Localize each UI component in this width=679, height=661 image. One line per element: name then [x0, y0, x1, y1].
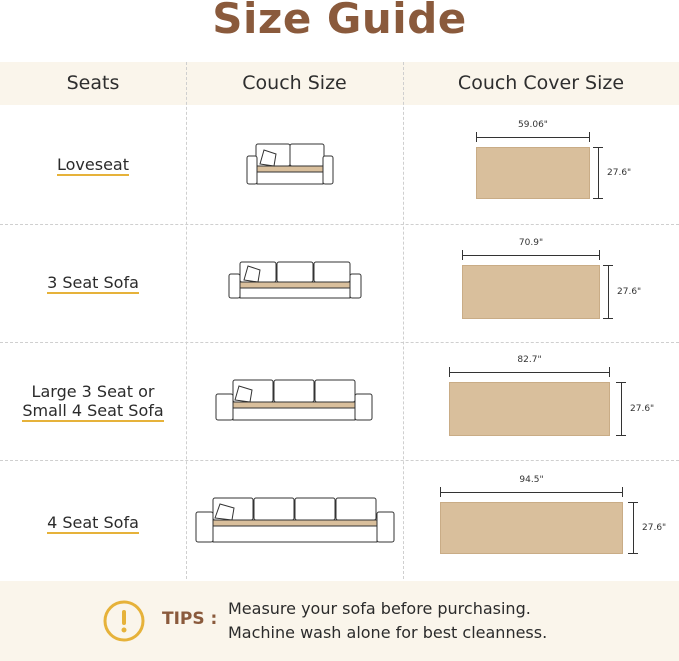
height-dimension [603, 265, 642, 319]
table-header [0, 62, 679, 105]
loveseat-couch-icon [246, 142, 334, 186]
four-seat-sofa-icon [195, 496, 397, 544]
tips-banner [0, 581, 679, 661]
seat-label-line2: Small 4 Seat Sofa [22, 401, 164, 420]
row-divider [0, 460, 679, 461]
table-row-seat [0, 382, 186, 420]
seat-label: Loveseat [57, 155, 129, 174]
width-dimension [440, 475, 623, 497]
width-label: 94.5" [519, 475, 544, 485]
tip-line: Machine wash alone for best cleanness. [228, 623, 548, 642]
width-label: 82.7" [517, 355, 542, 365]
seat-label: 3 Seat Sofa [47, 273, 139, 292]
cover-swatch [449, 382, 610, 436]
row-divider [0, 342, 679, 343]
height-label: 27.6" [630, 404, 655, 414]
tip-line: Measure your sofa before purchasing. [228, 599, 531, 618]
column-divider [186, 62, 187, 579]
tips-label: TIPS : [162, 609, 218, 629]
table-row-seat [0, 155, 186, 174]
table-row-seat [0, 273, 186, 292]
page-title: Size Guide [212, 0, 467, 43]
cover-swatch [462, 265, 600, 319]
width-dimension [476, 120, 590, 142]
width-dimension [449, 355, 610, 377]
header-cover-size: Couch Cover Size [457, 72, 625, 94]
column-divider [403, 62, 404, 579]
width-dimension [462, 238, 600, 260]
width-label: 59.06" [518, 120, 548, 130]
height-dimension [616, 382, 655, 436]
height-dimension [593, 147, 632, 199]
header-seats: Seats [66, 72, 120, 94]
table-row-seat [0, 513, 186, 532]
height-label: 27.6" [642, 523, 667, 533]
three-seat-sofa-icon [228, 260, 362, 300]
large-sofa-icon [215, 378, 375, 422]
seat-label-line1: Large 3 Seat or [31, 382, 155, 401]
header-couch-size: Couch Size [242, 72, 347, 94]
height-dimension [628, 502, 667, 554]
row-divider [0, 224, 679, 225]
cover-swatch [440, 502, 623, 554]
height-label: 27.6" [617, 287, 642, 297]
exclamation-circle-icon [102, 599, 146, 643]
width-label: 70.9" [518, 238, 544, 248]
cover-swatch [476, 147, 590, 199]
seat-label: 4 Seat Sofa [47, 513, 139, 532]
tips-text [228, 597, 547, 645]
height-label: 27.6" [607, 168, 632, 178]
